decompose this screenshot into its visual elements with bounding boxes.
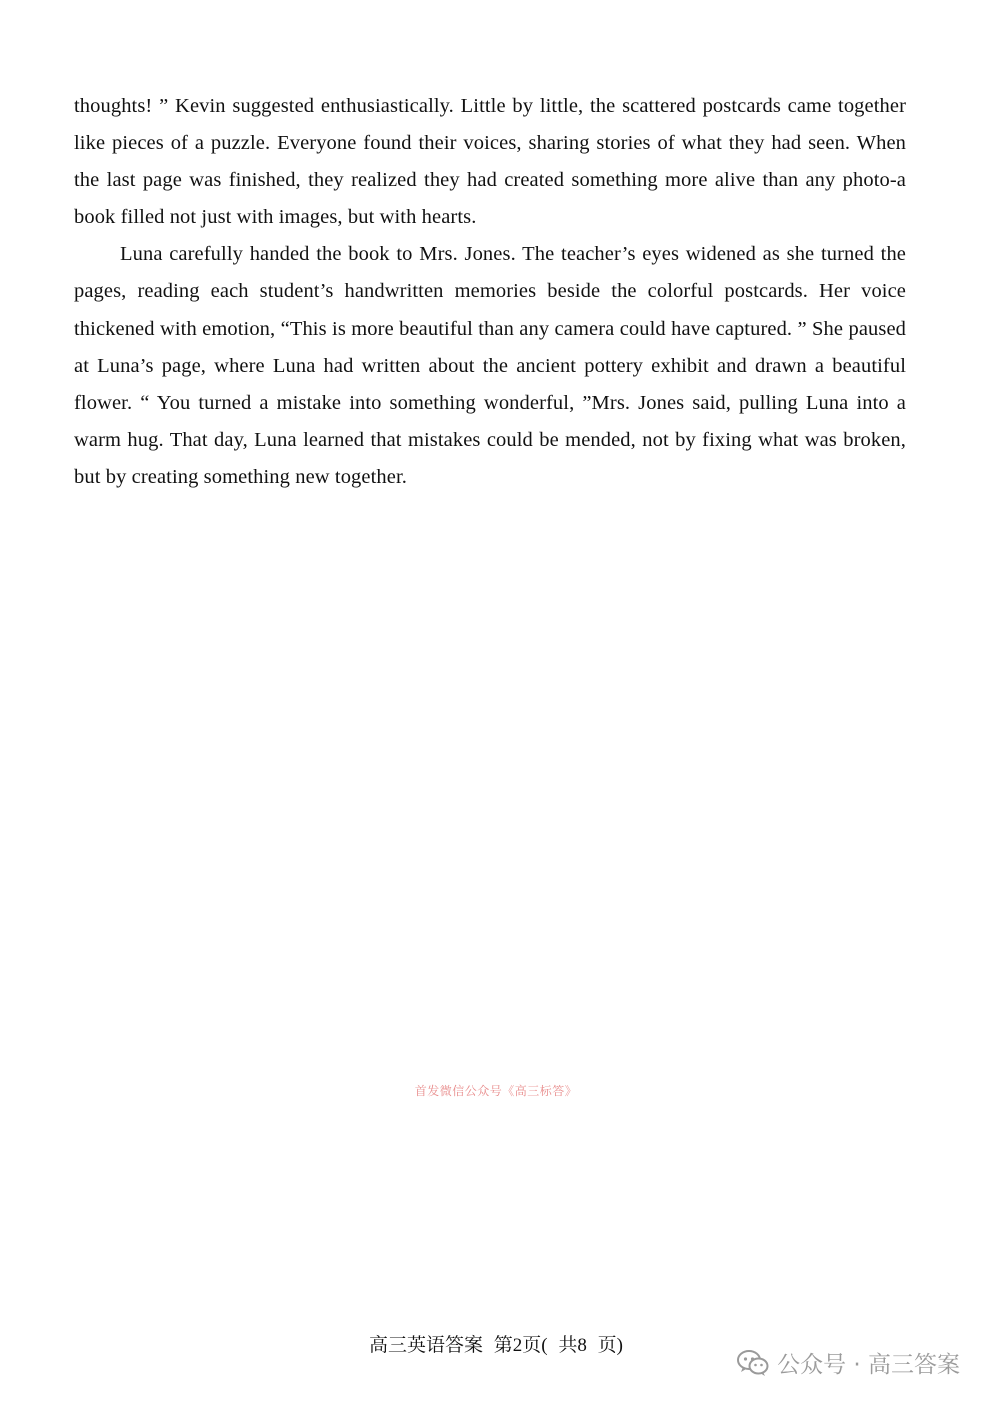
wechat-icon — [737, 1349, 769, 1377]
paragraph-ending: Luna carefully handed the book to Mrs. Jones. The teacher’s eyes widened as she turned the pages, reading each student’s handwritten memories beside the colorful postcards. Her voice thickened with emotion, “This is more beautiful than any camera could have captured. ” She paused at Luna’s page, where Luna had written about the ancient pottery exhibit and drawn a beautiful flower. “ You turned a mistake into something wonderful, ”Mrs. Jones said, pulling Luna into a warm hug. That day, Luna learned that mistakes could be mended, not by fixing what was broken, but by creating something new together. — [74, 243, 906, 488]
source-tag — [737, 1346, 960, 1379]
answer-text — [74, 88, 906, 496]
source-tag-label: 公众号 · 高三答案 — [777, 1352, 960, 1378]
watermark-text: 首发微信公众号《高三标答》 — [414, 1084, 578, 1098]
page-footer: 高三英语答案 第2页( 共8 页) — [369, 1335, 623, 1356]
paragraph-continuation: thoughts! ” Kevin suggested enthusiastically. Little by little, the scattered postcards came together like pieces of a puzzle. Everyone found their voices, sharing stories of what they had seen. When the last page was finished, they realized they had created something more alive than any photo-a book filled not just with images, but with hearts. — [74, 95, 906, 229]
